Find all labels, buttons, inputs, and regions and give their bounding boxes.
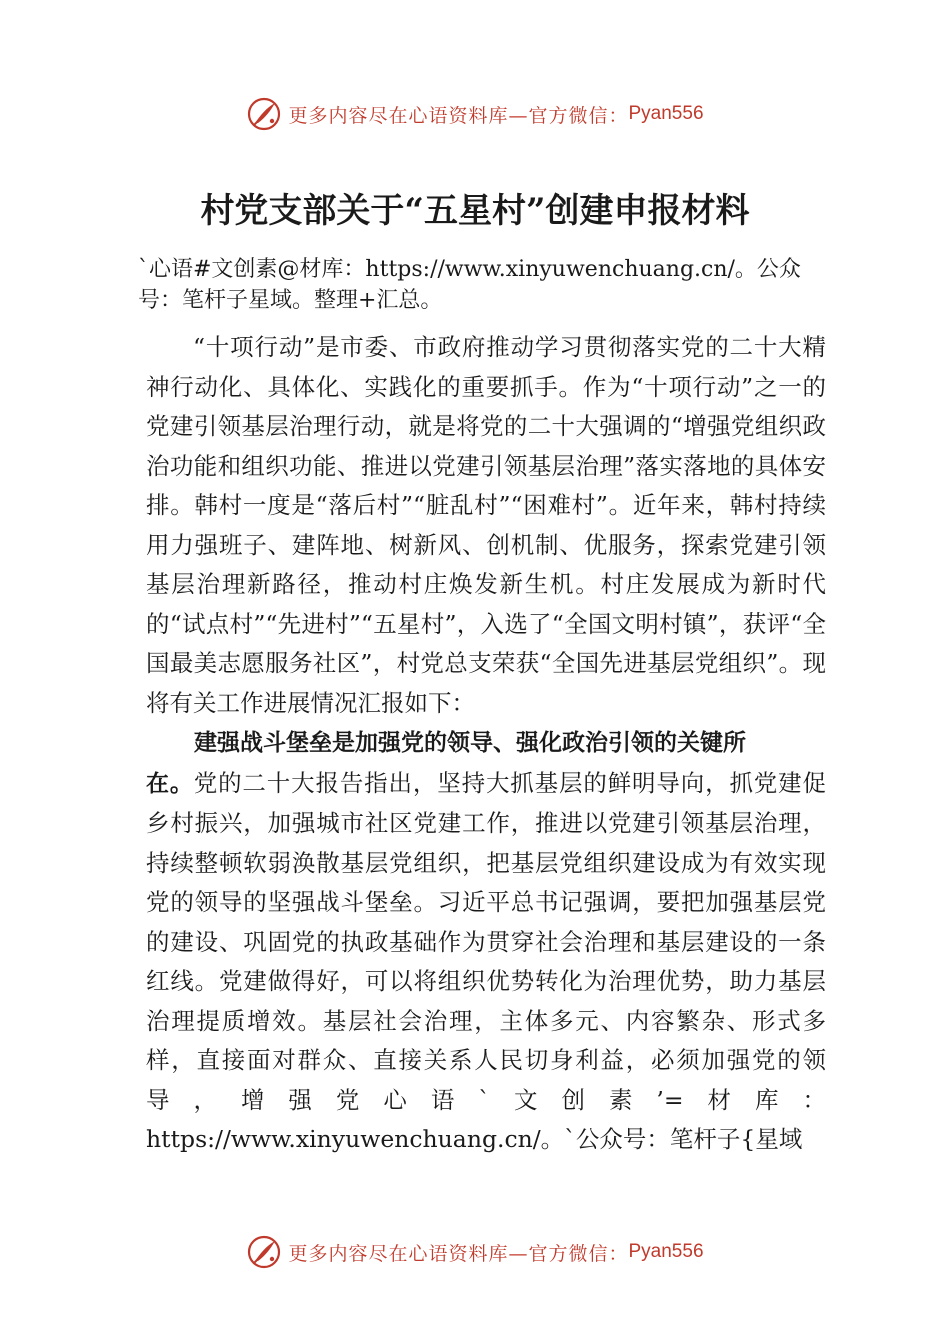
- section-heading: [146, 723, 826, 764]
- pen-feather-logo-icon: [246, 1234, 282, 1270]
- section-heading-part1: 建强战斗堡垒是加强党的领导、强化政治引领的关键所: [194, 730, 746, 756]
- banner-text: 更多内容尽在心语资料库—官方微信：: [288, 104, 629, 127]
- intro-paragraph: “十项行动”是市委、市政府推动学习贯彻落实党的二十大精神行动化、具体化、实践化的重要抓手。作为“十项行动”之一的党建引领基层治理行动，就是将党的二十大强调的“增强党组织政治功能和组织功能、推进以党建引领基层治理”落实落地的具体安排。韩村一度是“落后村”“脏乱村”“困难村”。近年来，韩村持续用力强班子、建阵地、树新风、创机制、优服务，探索党建引领基层治理新路径，推动村庄焕发新生机。村庄发展成为新时代的“试点村”“先进村”“五星村”，入选了“全国文明村镇”，获评“全国最美志愿服务社区”，村党总支荣获“全国先进基层党组织”。现将有关工作进展情况汇报如下：: [146, 333, 826, 717]
- banner-wechat-id: Pyan556: [628, 103, 704, 124]
- document-title: 村党支部关于“五星村”创建申报材料: [200, 191, 750, 231]
- header-banner: [0, 94, 950, 134]
- source-note: `心语#文创素@材库：https://www.xinyuwenchuang.cn/。公众号：笔杆子星域。整理+汇总。: [138, 257, 801, 313]
- section-paragraph: 党的二十大报告指出，坚持大抓基层的鲜明导向，抓党建促乡村振兴，加强城市社区党建工作，推进以党建引领基层治理，持续整顿软弱涣散基层党组织，把基层党组织建设成为有效实现党的领导的坚强战斗堡垒。习近平总书记强调，要把加强基层党的建设、巩固党的执政基础作为贯穿社会治理和基层建设的一条红线。党建做得好，可以将组织优势转化为治理优势，助力基层治理提质增效。基层社会治理，主体多元、内容繁杂、形式多样，直接面对群众、直接关系人民切身利益，必须加强党的领导，增强党心语`文创素’=材库：https://www.xinyuwenchuang.cn/。`公众号：笔杆子{星域: [146, 768, 827, 1153]
- section-heading-part2: 在。: [146, 770, 194, 797]
- banner-wechat-id: Pyan556: [628, 1241, 704, 1262]
- section-paragraph-block: [146, 764, 826, 1160]
- document-body: [146, 328, 826, 1160]
- pen-feather-logo-icon: [246, 96, 282, 132]
- banner-text: 更多内容尽在心语资料库—官方微信：: [288, 1242, 629, 1265]
- footer-banner: [0, 1232, 950, 1272]
